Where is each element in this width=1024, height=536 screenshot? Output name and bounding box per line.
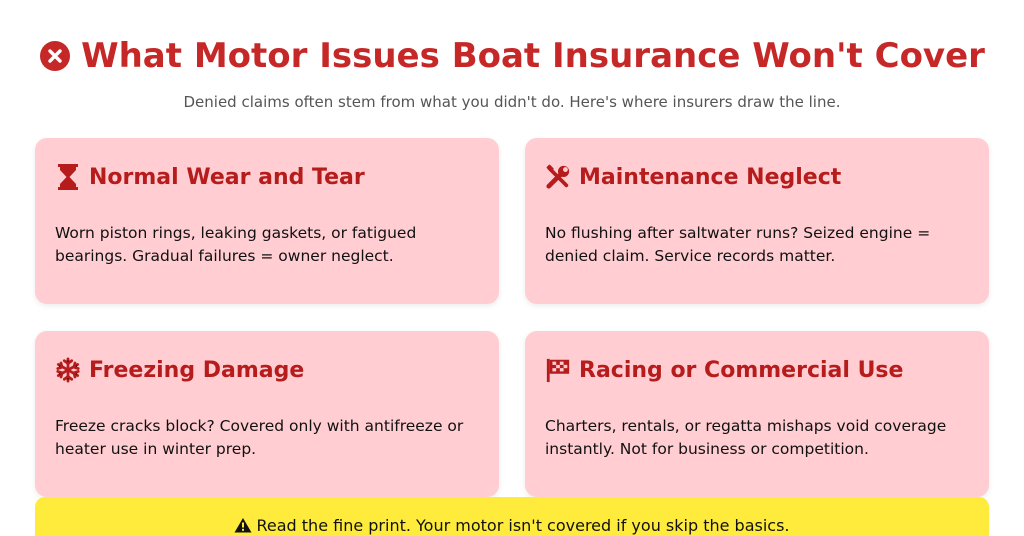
banner-text: Read the fine print. Your motor isn't covered if you skip the basics. (256, 516, 790, 535)
warning-banner (35, 497, 989, 536)
circle-x-icon (39, 40, 71, 72)
checkered-flag-icon (545, 356, 571, 384)
card-header (545, 353, 969, 387)
card-freezing-damage (35, 331, 499, 497)
card-title: Maintenance Neglect (579, 164, 842, 190)
title-row (39, 36, 985, 76)
hourglass-icon (55, 163, 81, 191)
header (0, 36, 1024, 76)
card-racing-commercial (525, 331, 989, 497)
card-title: Freezing Damage (89, 357, 305, 383)
card-header (55, 160, 479, 194)
warning-icon (234, 517, 252, 533)
snowflake-icon (55, 356, 81, 384)
card-text: No flushing after saltwater runs? Seized engine = denied claim. Service records matter. (545, 224, 931, 265)
card-header (545, 160, 969, 194)
page-title: What Motor Issues Boat Insurance Won't Cover (81, 36, 985, 76)
card-title: Normal Wear and Tear (89, 164, 365, 190)
card-text: Freeze cracks block? Covered only with antifreeze or heater use in winter prep. (55, 417, 464, 458)
card-title: Racing or Commercial Use (579, 357, 904, 383)
card-normal-wear (35, 138, 499, 304)
card-maintenance-neglect (525, 138, 989, 304)
page-subtitle: Denied claims often stem from what you didn't do. Here's where insurers draw the line. (183, 93, 841, 111)
tools-icon (545, 163, 571, 191)
card-text: Charters, rentals, or regatta mishaps void coverage instantly. Not for business or competition. (545, 417, 947, 458)
card-header (55, 353, 479, 387)
card-text: Worn piston rings, leaking gaskets, or fatigued bearings. Gradual failures = owner neglect. (55, 224, 417, 265)
